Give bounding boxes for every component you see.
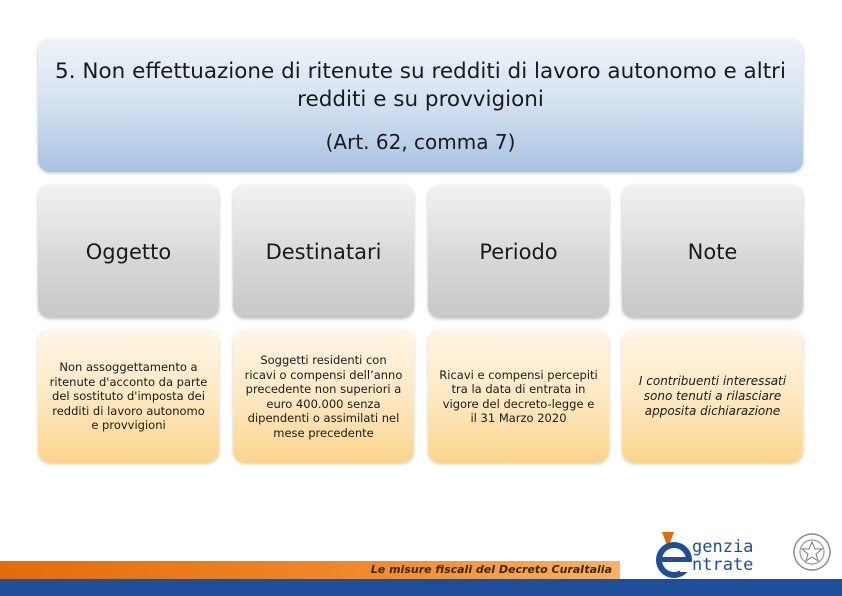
title-box <box>38 39 803 172</box>
destinatari-text: Soggetti residenti con ricavi o compensi dell’anno precedente non superiori a euro 400.000 senza dipendenti o assimilati nel mese precedente <box>244 353 403 440</box>
column-body-destinatari <box>233 330 414 463</box>
footer-blue-bar <box>0 579 842 596</box>
note-text: I contribuenti interessati sono tenuti a rilasciare apposita dichiarazione <box>638 374 787 418</box>
republic-emblem-icon <box>790 528 834 576</box>
column-header-note: Note <box>622 185 803 318</box>
logo-line-1: genzia <box>692 537 754 557</box>
column-header-oggetto: Oggetto <box>38 185 219 318</box>
agenzia-entrate-logo <box>652 528 837 580</box>
logo-e-icon <box>654 532 694 578</box>
column-header-destinatari: Destinatari <box>233 185 414 318</box>
page-subtitle: (Art. 62, comma 7) <box>325 130 516 154</box>
column-body-note <box>622 330 803 463</box>
column-body-oggetto <box>38 330 219 463</box>
logo-line-2: ntrate <box>692 555 754 575</box>
footer-caption: Le misure fiscali del Decreto CuraItalia <box>370 563 612 576</box>
oggetto-text: Non assoggettamento a ritenute d'acconto da parte del sostituto d'imposta dei redditi di lavoro autonomo e provvigioni <box>49 360 208 433</box>
column-body-periodo <box>428 330 609 463</box>
periodo-text: Ricavi e compensi percepiti tra la data di entrata in vigore del decreto-legge e il 31 Marzo 2020 <box>439 367 598 425</box>
page-title: 5. Non effettuazione di ritenute su redditi di lavoro autonomo e altri redditi e su provvigioni <box>55 59 786 112</box>
column-header-periodo: Periodo <box>428 185 609 318</box>
